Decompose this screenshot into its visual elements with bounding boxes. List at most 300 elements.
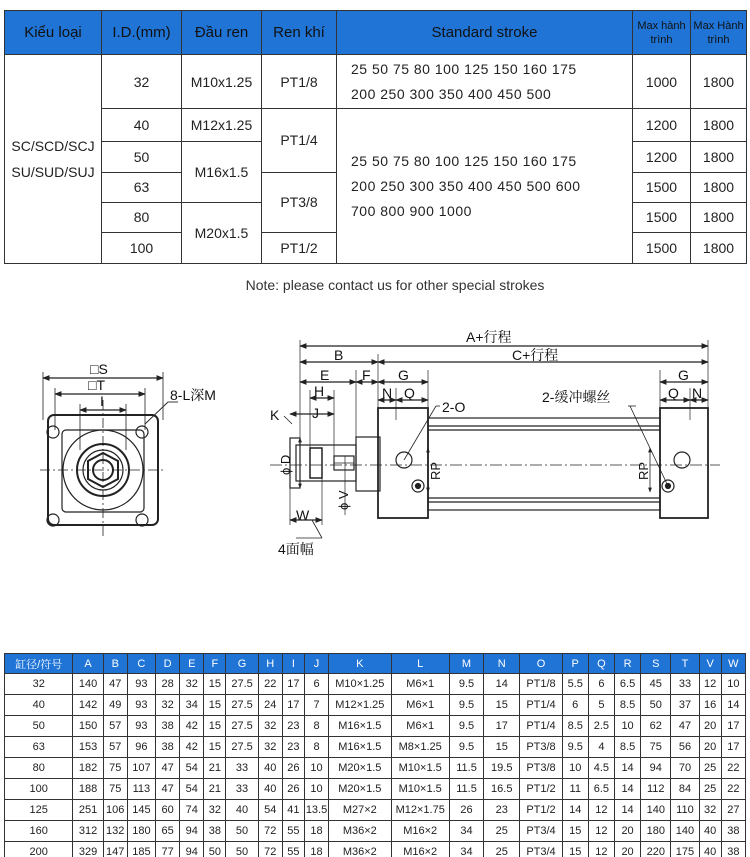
bore-cell: 50 — [102, 141, 182, 172]
column-header: O — [520, 654, 562, 674]
dim-label-c: C+行程 — [512, 347, 559, 363]
table-cell: 140 — [671, 821, 699, 842]
air-thread-cell: PT1/4 — [262, 109, 337, 172]
table-cell: 12 — [699, 674, 721, 695]
table-cell: 220 — [641, 842, 671, 857]
table-cell: 93 — [127, 716, 155, 737]
table-cell: PT1/2 — [520, 779, 562, 800]
max-stroke-cell: 1800 — [691, 202, 747, 232]
table-cell: 8.5 — [614, 737, 640, 758]
dim-label-rp: RP — [428, 461, 443, 480]
table-cell: 15 — [484, 737, 520, 758]
table-cell: 47 — [156, 779, 180, 800]
table-cell: 57 — [103, 716, 127, 737]
table-cell: 22 — [721, 758, 745, 779]
column-header: C — [127, 654, 155, 674]
table-cell: PT3/4 — [520, 842, 562, 857]
header-max-stroke-1: Max hành trình — [633, 11, 691, 55]
table-cell: 14 — [721, 695, 745, 716]
column-header: N — [484, 654, 520, 674]
table-cell: 32 — [258, 737, 282, 758]
table-cell: 77 — [156, 842, 180, 857]
dim-label-rp-rear: RP — [636, 461, 651, 480]
table-cell: 180 — [127, 821, 155, 842]
column-header: A — [73, 654, 103, 674]
table-row — [5, 674, 746, 695]
column-header: V — [699, 654, 721, 674]
table-cell: 180 — [641, 821, 671, 842]
table-cell: 26 — [282, 779, 304, 800]
table-cell: 22 — [258, 674, 282, 695]
table-cell: PT3/4 — [520, 821, 562, 842]
table-cell: 312 — [73, 821, 103, 842]
table-cell: 17 — [721, 716, 745, 737]
table-cell: PT1/4 — [520, 716, 562, 737]
air-thread-cell: PT3/8 — [262, 172, 337, 232]
table-cell: PT1/8 — [520, 674, 562, 695]
table-cell: 20 — [699, 737, 721, 758]
table-cell: 16 — [699, 695, 721, 716]
dim-label-i: I — [100, 393, 104, 409]
bore-cell: 40 — [102, 109, 182, 141]
rod-thread-cell: M12x1.25 — [182, 109, 262, 141]
front-view — [40, 372, 178, 538]
table-cell: 50 — [226, 842, 258, 857]
table-cell: 6.5 — [588, 779, 614, 800]
max-stroke-cell: 1500 — [633, 232, 691, 263]
table-cell: M20×1.5 — [329, 779, 391, 800]
table-cell: 8 — [304, 737, 328, 758]
column-header: R — [614, 654, 640, 674]
table-cell: 32 — [156, 695, 180, 716]
table-cell: 185 — [127, 842, 155, 857]
table-cell: 14 — [614, 758, 640, 779]
table-cell: 9.5 — [449, 716, 483, 737]
column-header: W — [721, 654, 745, 674]
max-stroke-cell: 1800 — [691, 55, 747, 109]
max-stroke-cell: 1500 — [633, 172, 691, 202]
table-cell: 33 — [226, 779, 258, 800]
table-cell: 32 — [204, 800, 226, 821]
table-cell: 17 — [282, 674, 304, 695]
table-cell: M16×1.5 — [329, 716, 391, 737]
table-cell: 15 — [204, 674, 226, 695]
table-cell: 55 — [282, 842, 304, 857]
table-cell: 38 — [721, 842, 745, 857]
table-cell: 6 — [562, 695, 588, 716]
column-header: I — [282, 654, 304, 674]
table-cell: 14 — [614, 779, 640, 800]
table-cell: 132 — [103, 821, 127, 842]
note-text: Note: please contact us for other special strokes — [245, 277, 545, 293]
dim-label-q-rear: Q — [668, 385, 679, 401]
table-cell: 27.5 — [226, 674, 258, 695]
table-cell: 57 — [103, 737, 127, 758]
table-cell: 60 — [156, 800, 180, 821]
table-cell: 40 — [699, 842, 721, 857]
table-cell: 14 — [484, 674, 520, 695]
rod-thread-cell: M10x1.25 — [182, 55, 262, 109]
table-cell: 96 — [127, 737, 155, 758]
column-header: D — [156, 654, 180, 674]
dimension-table-header — [5, 654, 746, 674]
table-cell: 27.5 — [226, 695, 258, 716]
table-cell: 38 — [204, 821, 226, 842]
table-cell: 38 — [156, 737, 180, 758]
table-cell: 54 — [258, 800, 282, 821]
dim-label-v: ϕ V — [336, 490, 351, 510]
column-header: S — [641, 654, 671, 674]
table-cell: 7 — [304, 695, 328, 716]
table-cell: 94 — [641, 758, 671, 779]
table-cell: 55 — [282, 821, 304, 842]
table-row — [5, 800, 746, 821]
table-row — [5, 716, 746, 737]
table-cell: 125 — [5, 800, 73, 821]
table-cell: 20 — [614, 842, 640, 857]
specification-table — [4, 10, 747, 264]
table-cell: M20×1.5 — [329, 758, 391, 779]
table-cell: 12 — [588, 821, 614, 842]
dimension-table — [4, 653, 746, 857]
table-cell: 10 — [614, 716, 640, 737]
table-cell: 10 — [721, 674, 745, 695]
table-cell: 38 — [156, 716, 180, 737]
table-cell: 11.5 — [449, 779, 483, 800]
table-cell: 33 — [671, 674, 699, 695]
table-cell: 182 — [73, 758, 103, 779]
rod-thread-cell: M16x1.5 — [182, 141, 262, 202]
header-id: I.D.(mm) — [102, 11, 182, 55]
table-cell: M36×2 — [329, 821, 391, 842]
max-stroke-cell: 1800 — [691, 232, 747, 263]
table-cell: 54 — [180, 779, 204, 800]
table-cell: 47 — [156, 758, 180, 779]
dim-label-k: K — [270, 407, 280, 423]
table-row — [5, 821, 746, 842]
table-cell: 15 — [562, 842, 588, 857]
table-cell: 54 — [180, 758, 204, 779]
table-cell: 33 — [226, 758, 258, 779]
bore-cell: 80 — [102, 202, 182, 232]
table-cell: 74 — [180, 800, 204, 821]
max-stroke-cell: 1500 — [633, 202, 691, 232]
table-cell: 27 — [721, 800, 745, 821]
table-cell: 26 — [449, 800, 483, 821]
table-cell: 12 — [588, 842, 614, 857]
table-cell: 40 — [226, 800, 258, 821]
table-row — [5, 695, 746, 716]
table-cell: 72 — [258, 821, 282, 842]
table-cell: 25 — [699, 779, 721, 800]
column-header: L — [391, 654, 449, 674]
table-cell: M12×1.25 — [329, 695, 391, 716]
table-cell: 9.5 — [449, 674, 483, 695]
table-cell: 50 — [5, 716, 73, 737]
max-stroke-cell: 1800 — [691, 141, 747, 172]
max-stroke-cell: 1200 — [633, 141, 691, 172]
table-cell: 25 — [699, 758, 721, 779]
table-cell: 6 — [588, 674, 614, 695]
dim-label-l: 8-L深M — [170, 387, 216, 403]
table-cell: 9.5 — [449, 737, 483, 758]
table-cell: 94 — [180, 842, 204, 857]
table-cell: 15 — [562, 821, 588, 842]
table-cell: 40 — [258, 758, 282, 779]
table-cell: M10×1.5 — [391, 779, 449, 800]
table-cell: 14 — [614, 800, 640, 821]
table-cell: 38 — [721, 821, 745, 842]
table-cell: 27.5 — [226, 737, 258, 758]
table-cell: 113 — [127, 779, 155, 800]
dim-label-w: W — [296, 507, 310, 523]
table-cell: M10×1.25 — [329, 674, 391, 695]
dim-label-f: F — [362, 367, 371, 383]
table-cell: 93 — [127, 695, 155, 716]
table-cell: 41 — [282, 800, 304, 821]
table-cell: 28 — [156, 674, 180, 695]
table-cell: PT1/2 — [520, 800, 562, 821]
table-cell: 5 — [588, 695, 614, 716]
table-cell: 20 — [614, 821, 640, 842]
table-cell: PT1/4 — [520, 695, 562, 716]
table-cell: 112 — [641, 779, 671, 800]
table-cell: 26 — [282, 758, 304, 779]
table-cell: 17 — [484, 716, 520, 737]
table-cell: 50 — [226, 821, 258, 842]
table-cell: 37 — [671, 695, 699, 716]
table-cell: M12×1.75 — [391, 800, 449, 821]
table-cell: 160 — [5, 821, 73, 842]
table-cell: 8 — [304, 716, 328, 737]
table-cell: 40 — [258, 779, 282, 800]
bore-cell: 63 — [102, 172, 182, 202]
table-cell: 32 — [5, 674, 73, 695]
table-cell: 75 — [103, 779, 127, 800]
table-cell: 62 — [641, 716, 671, 737]
table-cell: 251 — [73, 800, 103, 821]
table-cell: 100 — [5, 779, 73, 800]
column-header: H — [258, 654, 282, 674]
dim-label-w4: 4面幅 — [278, 541, 314, 557]
table-cell: M10×1.5 — [391, 758, 449, 779]
column-header: E — [180, 654, 204, 674]
stroke-list-a: 25 50 75 80 100 125 150 160 175 200 250 300 350 400 450 500 — [337, 55, 633, 109]
table-cell: 140 — [73, 674, 103, 695]
table-cell: 72 — [258, 842, 282, 857]
table-cell: 94 — [180, 821, 204, 842]
table-cell: PT3/8 — [520, 737, 562, 758]
table-cell: 63 — [5, 737, 73, 758]
table-cell: 50 — [641, 695, 671, 716]
table-cell: 19.5 — [484, 758, 520, 779]
model-cell: SC/SCD/SCJ SU/SUD/SUJ — [5, 55, 102, 264]
column-header: K — [329, 654, 391, 674]
dim-label-e: E — [320, 367, 330, 383]
table-row — [5, 779, 746, 800]
table-cell: 6.5 — [614, 674, 640, 695]
table-cell: 175 — [671, 842, 699, 857]
table-cell: 93 — [127, 674, 155, 695]
table-cell: 329 — [73, 842, 103, 857]
table-cell: 150 — [73, 716, 103, 737]
bore-cell: 32 — [102, 55, 182, 109]
column-header: Q — [588, 654, 614, 674]
table-cell: 17 — [282, 695, 304, 716]
dim-label-q: Q — [404, 385, 415, 401]
table-cell: M6×1 — [391, 695, 449, 716]
dim-label-h: H — [314, 383, 325, 399]
table-cell: 65 — [156, 821, 180, 842]
column-header: G — [226, 654, 258, 674]
column-header: 缸径/符号 — [5, 654, 73, 674]
dim-label-n-rear: N — [692, 385, 703, 401]
table-cell: M16×2 — [391, 821, 449, 842]
table-cell: M36×2 — [329, 842, 391, 857]
table-cell: 70 — [671, 758, 699, 779]
table-cell: 32 — [699, 800, 721, 821]
column-header: F — [204, 654, 226, 674]
column-header: P — [562, 654, 588, 674]
table-cell: 13.5 — [304, 800, 328, 821]
table-cell: PT3/8 — [520, 758, 562, 779]
max-stroke-cell: 1800 — [691, 109, 747, 141]
table-cell: 25 — [484, 842, 520, 857]
table-cell: 106 — [103, 800, 127, 821]
table-cell: 15 — [204, 695, 226, 716]
header-model: Kiểu loại — [5, 11, 102, 55]
table-cell: 15 — [204, 716, 226, 737]
dim-label-a: A+行程 — [466, 329, 512, 345]
table-cell: 75 — [641, 737, 671, 758]
column-header: M — [449, 654, 483, 674]
table-cell: 47 — [671, 716, 699, 737]
table-cell: 10 — [304, 758, 328, 779]
dim-label-g-rear: G — [678, 367, 689, 383]
table-cell: 8.5 — [614, 695, 640, 716]
table-cell: 45 — [641, 674, 671, 695]
table-cell: 147 — [103, 842, 127, 857]
table-cell: 9.5 — [449, 695, 483, 716]
table-cell: 18 — [304, 842, 328, 857]
dim-label-g: G — [398, 367, 409, 383]
table-cell: 142 — [73, 695, 103, 716]
table-cell: M6×1 — [391, 674, 449, 695]
table-cell: 18 — [304, 821, 328, 842]
table-cell: 25 — [484, 821, 520, 842]
table-cell: 21 — [204, 779, 226, 800]
table-cell: 49 — [103, 695, 127, 716]
max-stroke-cell: 1800 — [691, 172, 747, 202]
table-cell: 10 — [562, 758, 588, 779]
table-cell: 11 — [562, 779, 588, 800]
table-cell: 84 — [671, 779, 699, 800]
table-cell: 23 — [282, 716, 304, 737]
table-cell: 20 — [699, 716, 721, 737]
table-cell: 40 — [699, 821, 721, 842]
dim-label-n: N — [382, 385, 393, 401]
table-cell: 34 — [180, 695, 204, 716]
air-thread-cell: PT1/2 — [262, 232, 337, 263]
table-cell: M8×1.25 — [391, 737, 449, 758]
max-stroke-cell: 1200 — [633, 109, 691, 141]
table-cell: M16×1.5 — [329, 737, 391, 758]
table-cell: 27.5 — [226, 716, 258, 737]
table-cell: 2.5 — [588, 716, 614, 737]
table-cell: 188 — [73, 779, 103, 800]
table-cell: 153 — [73, 737, 103, 758]
table-cell: M16×2 — [391, 842, 449, 857]
table-cell: 24 — [258, 695, 282, 716]
table-cell: 40 — [5, 695, 73, 716]
table-cell: 6 — [304, 674, 328, 695]
table-row — [5, 737, 746, 758]
table-cell: 23 — [282, 737, 304, 758]
rod-thread-cell: M20x1.5 — [182, 202, 262, 263]
table-cell: 107 — [127, 758, 155, 779]
table-cell: 80 — [5, 758, 73, 779]
dim-label-j: J — [312, 405, 319, 421]
table-cell: 21 — [204, 758, 226, 779]
table-cell: 17 — [721, 737, 745, 758]
dimension-drawing — [0, 320, 750, 560]
table-cell: 56 — [671, 737, 699, 758]
table-cell: 42 — [180, 737, 204, 758]
dim-label-o: 2-O — [442, 399, 466, 415]
dim-label-t: □T — [88, 377, 106, 393]
table-cell: 16.5 — [484, 779, 520, 800]
table-cell: 12 — [588, 800, 614, 821]
table-cell: 50 — [204, 842, 226, 857]
table-cell: 15 — [484, 695, 520, 716]
column-header: B — [103, 654, 127, 674]
table-cell: 10 — [304, 779, 328, 800]
max-stroke-cell: 1000 — [633, 55, 691, 109]
table-cell: 42 — [180, 716, 204, 737]
table-cell: 140 — [641, 800, 671, 821]
table-cell: 5.5 — [562, 674, 588, 695]
header-standard-stroke: Standard stroke — [337, 11, 633, 55]
bore-cell: 100 — [102, 232, 182, 263]
table-row — [5, 842, 746, 857]
table-row — [5, 758, 746, 779]
table-cell: 110 — [671, 800, 699, 821]
table-cell: 75 — [103, 758, 127, 779]
table-cell: 9.5 — [562, 737, 588, 758]
table-cell: 23 — [484, 800, 520, 821]
table-cell: 145 — [127, 800, 155, 821]
table-cell: 47 — [103, 674, 127, 695]
column-header: T — [671, 654, 699, 674]
table-cell: 11.5 — [449, 758, 483, 779]
table-cell: 4 — [588, 737, 614, 758]
dim-label-s: □S — [90, 361, 108, 377]
stroke-list-b: 25 50 75 80 100 125 150 160 175 200 250 300 350 400 450 500 600 700 800 900 1000 — [337, 109, 633, 264]
table-cell: 8.5 — [562, 716, 588, 737]
table-cell: 34 — [449, 821, 483, 842]
table-cell: M27×2 — [329, 800, 391, 821]
table-cell: 14 — [562, 800, 588, 821]
header-air-thread: Ren khí — [262, 11, 337, 55]
table-cell: 4.5 — [588, 758, 614, 779]
table-cell: 22 — [721, 779, 745, 800]
air-thread-cell: PT1/8 — [262, 55, 337, 109]
table-cell: 200 — [5, 842, 73, 857]
column-header: J — [304, 654, 328, 674]
dim-label-d: ϕ D — [278, 454, 293, 475]
table-cell: 34 — [449, 842, 483, 857]
dim-label-b: B — [334, 347, 344, 363]
